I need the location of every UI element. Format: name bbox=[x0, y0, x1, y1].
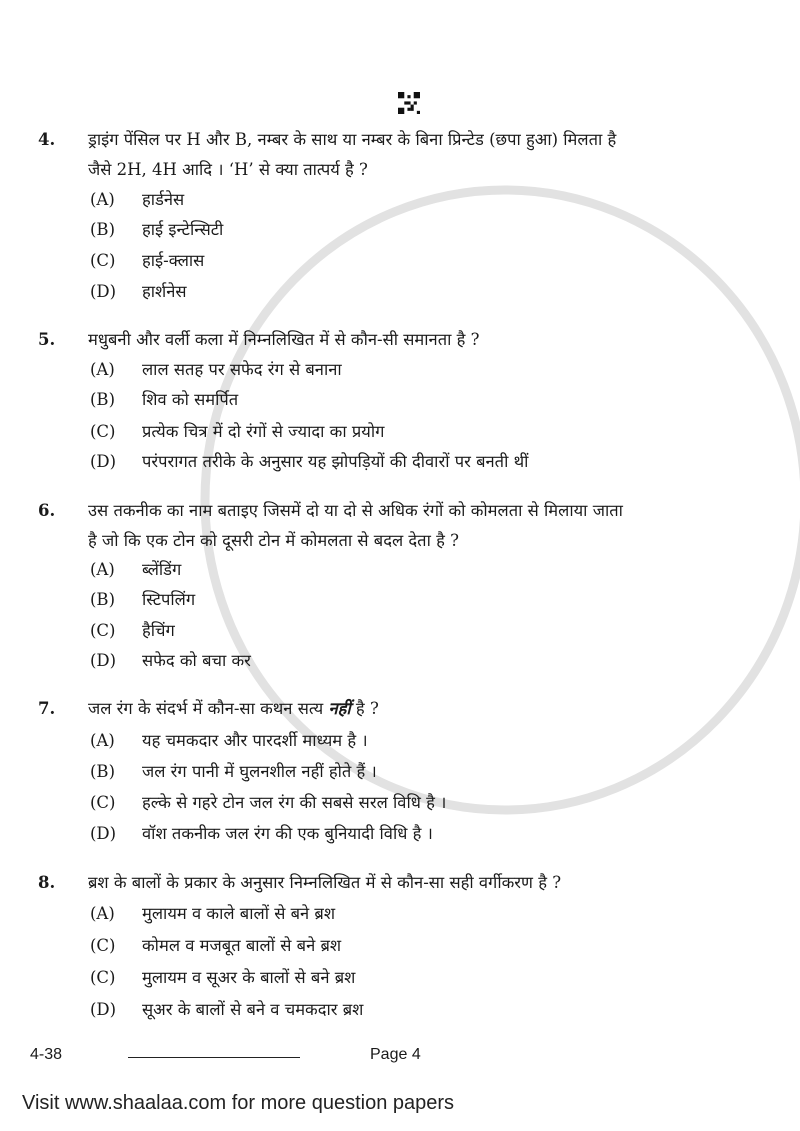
option-label: (B) bbox=[90, 590, 115, 609]
option-text: मुलायम व सूअर के बालों से बने ब्रश bbox=[142, 968, 356, 987]
option-text: हाई-क्लास bbox=[142, 251, 205, 270]
question-text: है जो कि एक टोन को दूसरी टोन में कोमलता से बदल देता है ? bbox=[88, 531, 459, 550]
option-label: (B) bbox=[90, 762, 115, 781]
page-number: Page 4 bbox=[370, 1046, 421, 1063]
question-text: ब्रश के बालों के प्रकार के अनुसार निम्नलिखित में से कौन-सा सही वर्गीकरण है ? bbox=[88, 873, 562, 892]
paper-code: 4-38 bbox=[30, 1046, 63, 1063]
option-text: हाई इन्टेन्सिटी bbox=[142, 220, 224, 239]
option-text: सफेद को बचा कर bbox=[142, 651, 251, 670]
option-label: (A) bbox=[90, 560, 115, 579]
option-text: हल्के से गहरे टोन जल रंग की सबसे सरल विधि है । bbox=[142, 793, 447, 812]
option-text: हैचिंग bbox=[142, 621, 175, 640]
question-text-tail: है ? bbox=[350, 699, 379, 718]
option-label: (A) bbox=[90, 904, 115, 923]
option-text: यह चमकदार और पारदर्शी माध्यम है । bbox=[142, 731, 368, 750]
option-text: प्रत्येक चित्र में दो रंगों से ज्यादा का प्रयोग bbox=[142, 422, 385, 441]
option-text: मुलायम व काले बालों से बने ब्रश bbox=[142, 904, 336, 923]
option-label: (A) bbox=[90, 190, 115, 209]
question-number: 8. bbox=[38, 873, 56, 892]
option-text: लाल सतह पर सफेद रंग से बनाना bbox=[142, 360, 342, 379]
option-label: (C) bbox=[90, 936, 116, 955]
option-label: (C) bbox=[90, 793, 116, 812]
option-text: ब्लेंडिंग bbox=[142, 560, 182, 579]
question-text: उस तकनीक का नाम बताइए जिसमें दो या दो से अधिक रंगों को कोमलता से मिलाया जाता bbox=[88, 501, 623, 520]
option-text: हार्शनेस bbox=[142, 282, 187, 301]
option-text: परंपरागत तरीके के अनुसार यह झोपड़ियों की दीवारों पर बनती थीं bbox=[142, 452, 529, 471]
option-label: (C) bbox=[90, 251, 116, 270]
option-label: (B) bbox=[90, 220, 115, 239]
question-text: जैसे 2H, 4H आदि । ‘H’ से क्या तात्पर्य है ? bbox=[88, 160, 368, 179]
question-text bbox=[88, 699, 379, 719]
option-text: स्टिपलिंग bbox=[142, 590, 196, 609]
question-text: ड्राइंग पेंसिल पर H और B, नम्बर के साथ या नम्बर के बिना प्रिन्टेड (छपा हुआ) मिलता है bbox=[88, 130, 617, 149]
option-label: (A) bbox=[90, 731, 115, 750]
option-label: (D) bbox=[90, 452, 117, 471]
option-label: (D) bbox=[90, 824, 117, 843]
option-label: (B) bbox=[90, 390, 115, 409]
qr-code-icon bbox=[398, 92, 420, 114]
question-emphasis: नहीं bbox=[328, 699, 351, 718]
option-text: सूअर के बालों से बने व चमकदार ब्रश bbox=[142, 1000, 364, 1019]
question-number: 4. bbox=[38, 130, 56, 149]
footer-divider bbox=[128, 1057, 300, 1058]
option-text: हार्डनेस bbox=[142, 190, 185, 209]
option-label: (A) bbox=[90, 360, 115, 379]
option-text: कोमल व मजबूत बालों से बने ब्रश bbox=[142, 936, 342, 955]
option-label: (D) bbox=[90, 282, 117, 301]
question-text-main: जल रंग के संदर्भ में कौन-सा कथन सत्य bbox=[88, 699, 324, 718]
option-label: (C) bbox=[90, 621, 116, 640]
option-label: (C) bbox=[90, 422, 116, 441]
option-label: (C) bbox=[90, 968, 116, 987]
option-label: (D) bbox=[90, 1000, 117, 1019]
option-label: (D) bbox=[90, 651, 117, 670]
option-text: शिव को समर्पित bbox=[142, 390, 239, 409]
question-number: 5. bbox=[38, 330, 56, 349]
question-number: 7. bbox=[38, 699, 56, 718]
option-text: जल रंग पानी में घुलनशील नहीं होते हैं । bbox=[142, 762, 377, 781]
question-number: 6. bbox=[38, 501, 56, 520]
question-text: मधुबनी और वर्ली कला में निम्नलिखित में से कौन-सी समानता है ? bbox=[88, 330, 480, 349]
option-text: वॉश तकनीक जल रंग की एक बुनियादी विधि है । bbox=[142, 824, 433, 843]
promo-banner: Visit www.shaalaa.com for more question papers bbox=[22, 1092, 455, 1114]
